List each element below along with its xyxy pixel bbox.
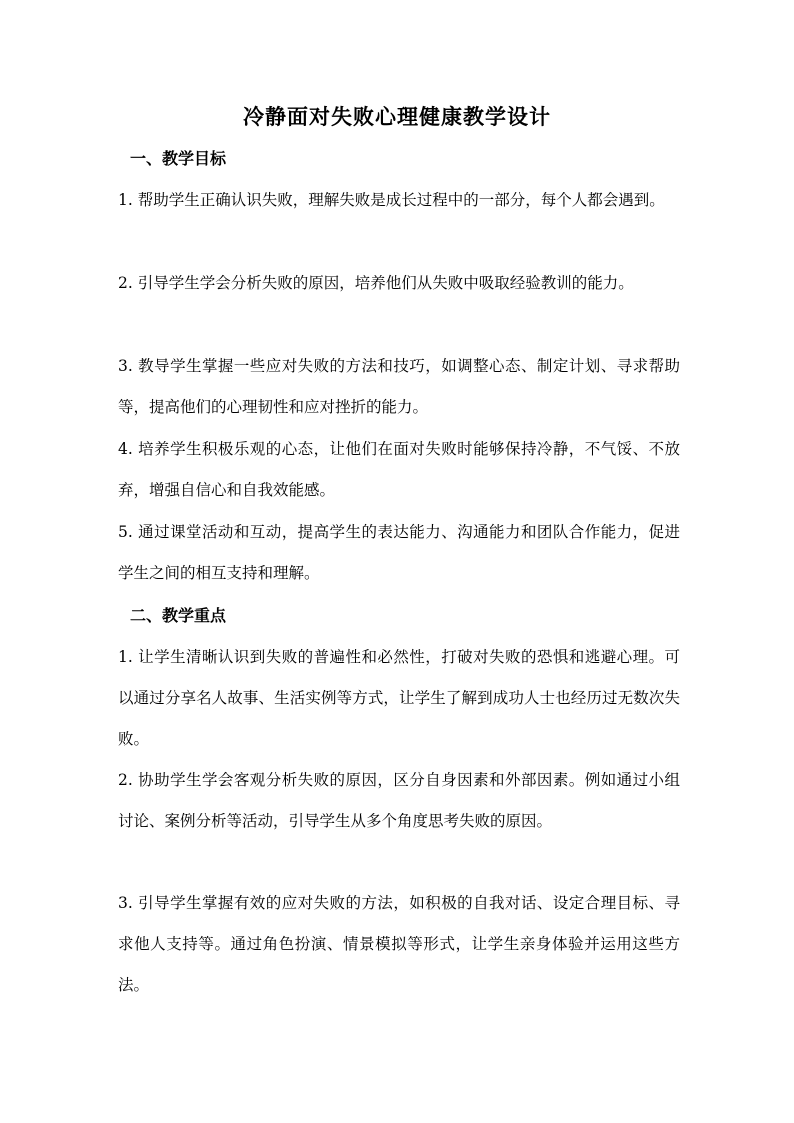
section-heading-key-points: 二、教学重点: [130, 606, 227, 625]
goal-item-3: 3. 教导学生掌握一些应对失败的方法和技巧，如调整心态、制定计划、寻求帮助等，提高他们的心理韧性和应对挫折的能力。: [118, 357, 680, 416]
key-point-item-3: 3. 引导学生掌握有效的应对失败的方法，如积极的自我对话、设定合理目标、寻求他人支持等。通过角色扮演、情景模拟等形式，让学生亲身体验并运用这些方法。: [118, 894, 680, 994]
goal-item-2: 2. 引导学生学会分析失败的原因，培养他们从失败中吸取经验教训的能力。: [118, 274, 634, 292]
document-title: 冷静面对失败心理健康教学设计: [243, 104, 551, 129]
key-point-item-2: 2. 协助学生学会客观分析失败的原因，区分自身因素和外部因素。例如通过小组讨论、案例分析等活动，引导学生从多个角度思考失败的原因。: [118, 771, 680, 830]
section-heading-goals: 一、教学目标: [130, 149, 227, 168]
goal-item-4: 4. 培养学生积极乐观的心态，让他们在面对失败时能够保持冷静，不气馁、不放弃，增强自信心和自我效能感。: [118, 440, 680, 499]
goal-item-5: 5. 通过课堂活动和互动，提高学生的表达能力、沟通能力和团队合作能力，促进学生之间的相互支持和理解。: [118, 523, 680, 582]
goal-item-1: 1. 帮助学生正确认识失败，理解失败是成长过程中的一部分，每个人都会遇到。: [118, 191, 665, 209]
key-point-item-1: 1. 让学生清晰认识到失败的普遍性和必然性，打破对失败的恐惧和逃避心理。可以通过分享名人故事、生活实例等方式，让学生了解到成功人士也经历过无数次失败。: [118, 648, 680, 748]
